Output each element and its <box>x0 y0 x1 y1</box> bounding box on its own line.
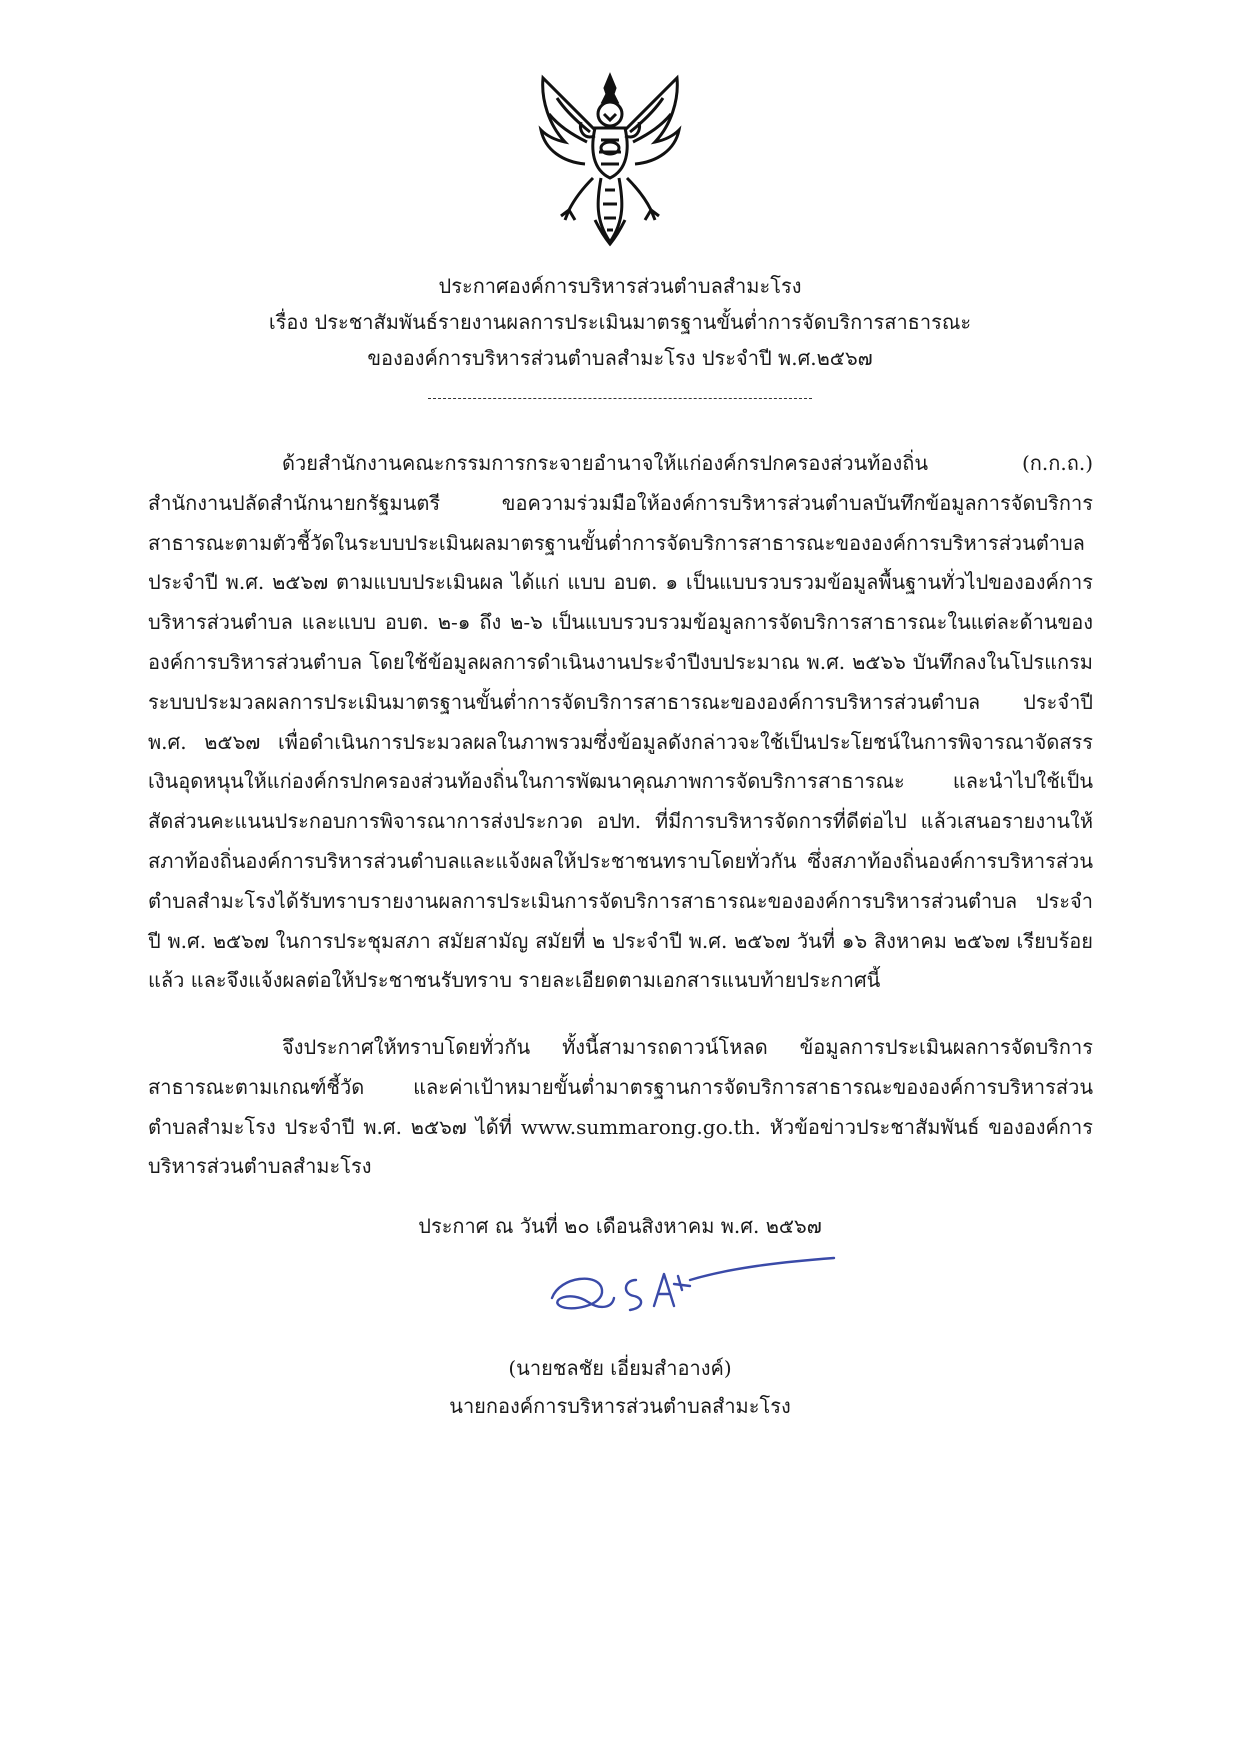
announcement-date: ประกาศ ณ วันที่ ๒๐ เดือนสิงหาคม พ.ศ. ๒๕๖๗ <box>418 1214 822 1238</box>
dashed-divider <box>428 398 812 399</box>
body-paragraph-2: จึงประกาศให้ทราบโดยทั่วกัน ทั้งนี้สามารถดาวน์โหลด ข้อมูลการประเมินผลการจัดบริการสาธารณะตามเกณฑ์ชี้วัด และค่าเป้าหมายขั้นต่ำมาตรฐานการจัดบริการสาธารณะขององค์การบริหารส่วนตำบลสำมะโรง ประจำปี พ.ศ. ๒๕๖๗ ได้ที่ www.summarong.go.th. หัวข้อข่าวประชาสัมพันธ์ ขององค์การบริหารส่วนตำบลสำมะโรง <box>148 1035 1093 1179</box>
announcement-title: ประกาศองค์การบริหารส่วนตำบลสำมะโรง <box>438 274 802 298</box>
announcement-subject-continued: ขององค์การบริหารส่วนตำบลสำมะโรง ประจำปี พ.ศ.๒๕๖๗ <box>367 346 873 370</box>
body-paragraph-1: ด้วยสำนักงานคณะกรรมการกระจายอำนาจให้แก่องค์กรปกครองส่วนท้องถิ่น (ก.ก.ถ.) สำนักงานปลัดสำนักนายกรัฐมนตรี ขอความร่วมมือให้องค์การบริหารส่วนตำบลบันทึกข้อมูลการจัดบริการสาธารณะตามตัวชี้วัดในระบบประเมินผลมาตรฐานขั้นต่ำการจัดบริการสาธารณะขององค์การบริหารส่วนตำบล ประจำปี พ.ศ. ๒๕๖๗ ตามแบบประเมินผล ได้แก่ แบบ อบต. ๑ เป็นแบบรวบรวมข้อมูลพื้นฐานทั่วไปขององค์การบริหารส่วนตำบล และแบบ อบต. ๒-๑ ถึง ๒-๖ เป็นแบบรวบรวมข้อมูลการจัดบริการสาธารณะในแต่ละด้านขององค์การบริหารส่วนตำบล โดยใช้ข้อมูลผลการดำเนินงานประจำปีงบประมาณ พ.ศ. ๒๕๖๖ บันทึกลงในโปรแกรมระบบประมวลผลการประเมินมาตรฐานขั้นต่ำการจัดบริการสาธารณะขององค์การบริหารส่วนตำบล ประจำปี พ.ศ. ๒๕๖๗ เพื่อดำเนินการประมวลผลในภาพรวมซึ่งข้อมูลดังกล่าวจะใช้เป็นประโยชน์ในการพิจารณาจัดสรรเงินอุดหนุนให้แก่องค์กรปกครองส่วนท้องถิ่นในการพัฒนาคุณภาพการจัดบริการสาธารณะ และนำไปใช้เป็นสัดส่วนคะแนนประกอบการพิจารณาการส่งประกวด อปท. ที่มีการบริหารจัดการที่ดีต่อไป แล้วเสนอรายงานให้สภาท้องถิ่นองค์การบริหารส่วนตำบลและแจ้งผลให้ประชาชนทราบโดยทั่วกัน ซึ่งสภาท้องถิ่นองค์การบริหารส่วนตำบลสำมะโรงได้รับทราบรายงานผลการประเมินการจัดบริการสาธารณะขององค์การบริหารส่วนตำบล ประจำปี พ.ศ. ๒๕๖๗ ในการประชุมสภา สมัยสามัญ สมัยที่ ๒ ประจำปี พ.ศ. ๒๕๖๗ วันที่ ๑๖ สิงหาคม ๒๕๖๗ เรียบร้อยแล้ว และจึงแจ้งผลต่อให้ประชาชนรับทราบ รายละเอียดตามเอกสารแนบท้ายประกาศนี้ <box>148 451 1093 993</box>
signer-name: (นายชลชัย เอี่ยมสำอางค์) <box>508 1356 732 1380</box>
signer-title: นายกองค์การบริหารส่วนตำบลสำมะโรง <box>449 1394 791 1418</box>
handwritten-signature <box>540 1250 840 1340</box>
announcement-subject: เรื่อง ประชาสัมพันธ์รายงานผลการประเมินมาตรฐานขั้นต่ำการจัดบริการสาธารณะ <box>268 310 972 334</box>
garuda-emblem-icon <box>535 70 685 250</box>
